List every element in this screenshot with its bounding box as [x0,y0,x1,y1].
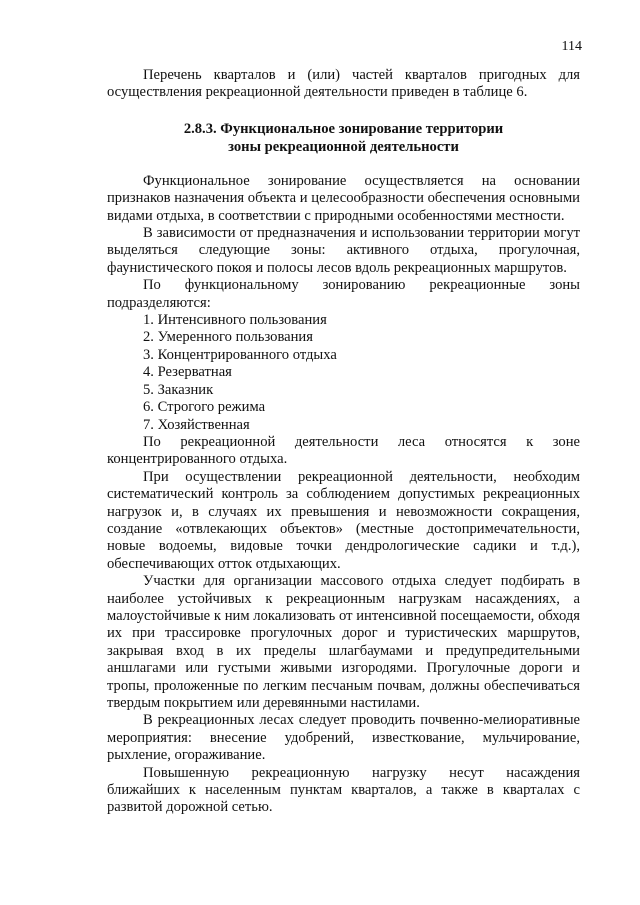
paragraph-zone-types: В зависимости от предназначения и использовании территории могут выделяться следующие зоны: активного отдыха, прогулочная, фаунистического покоя и полосы лесов вдоль рекреационных маршрутов. [107,225,580,276]
zone-list-item: 1. Интенсивного пользования [143,312,327,329]
zone-list-item: 5. Заказник [143,381,214,398]
section-heading-line-1: 2.8.3. Функциональное зонирование территории [183,120,504,137]
paragraph-increased-load: Повышенную рекреационную нагрузку несут насаждения ближайших к населенным пунктам кварталов, а также в кварталах с развитой дорожной сетью. [107,764,580,816]
zone-list-item: 6. Строгого режима [143,399,266,416]
paragraph-mass-recreation: Участки для организации массового отдыха следует подбирать в наиболее устойчивых к рекреационным нагрузкам насаждениях, а малоустойчивые к ним локализовать от интенсивной посещаемости, обходя их при трассировке прогулочных дорог и туристических маршрутов, закрывая вход в их пределы шлагбаумами и предупредительными аншлагами или густыми живыми изгородями. Прогулочные дороги и тропы, проложенные по легким песчаным почвам, должны обеспечиваться твердым покрытием или деревянными настилами. [107,573,580,711]
paragraph-zoning-basis: Функциональное зонирование осуществляется на основании признаков назначения объекта и целесообразности обеспечения основными видами отдыха, в соответствии с природными особенностями местности. [107,172,580,224]
intro-paragraph: Перечень кварталов и (или) частей кварталов пригодных для осуществления рекреационной деятельности приведен в таблице 6. [107,67,580,101]
zone-list-item: 2. Умеренного пользования [143,329,313,346]
zone-list-item: 3. Концентрированного отдыха [143,346,337,363]
paragraph-forest-zone: По рекреационной деятельности леса относятся к зоне концентрированного отдыха. [107,433,580,468]
zone-list [107,312,580,434]
section-heading [107,120,580,156]
paragraph-soil-measures: В рекреационных лесах следует проводить почвенно-мелиоративные мероприятия: внесение удобрений, известкование, мульчирование, рыхление, огораживание. [107,712,580,764]
page-number: 114 [561,39,582,54]
zone-list-item: 4. Резерватная [143,364,232,381]
paragraph-load-control: При осуществлении рекреационной деятельности, необходим систематический контроль за соблюдением допустимых рекреационных нагрузок и, в случаях их превышения и невозможности сокращения, создание «отвлекающих объектов» (местные достопримечательности, новые водоемы, видовые точки дендрологические садики и т.д.), обеспечивающих отток отдыхающих. [107,468,580,572]
section-heading-line-2: зоны рекреационной деятельности [228,138,459,155]
zone-list-item: 7. Хозяйственная [143,416,250,433]
document-body [107,67,580,817]
paragraph-zone-list-intro: По функциональному зонированию рекреационные зоны подразделяются: [107,277,580,311]
